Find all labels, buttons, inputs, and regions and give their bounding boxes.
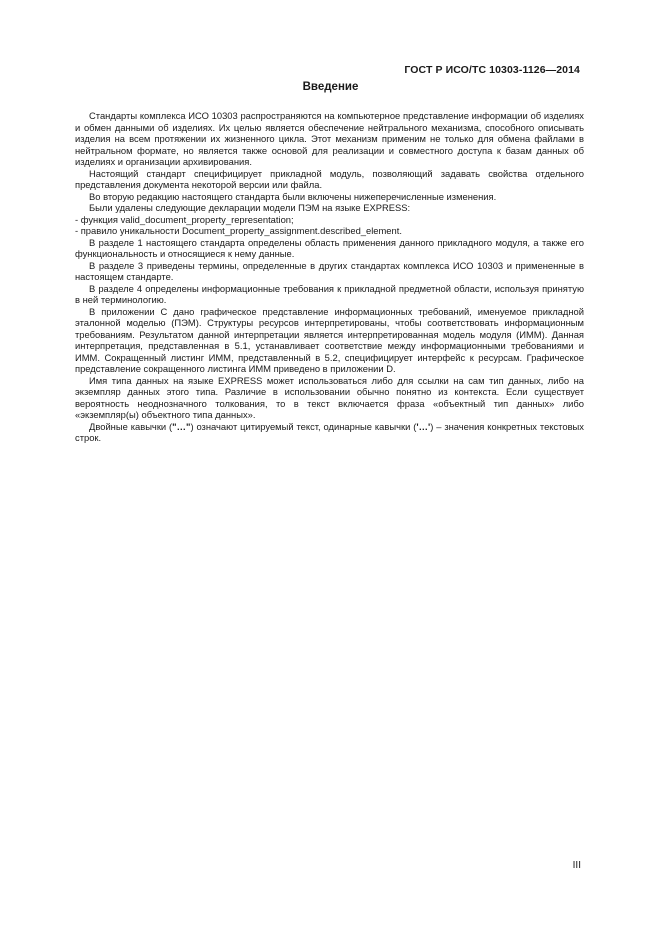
list-item-removed-rule: - правило уникальности Document_property_assignment.described_element. xyxy=(75,225,402,236)
page-number: III xyxy=(572,860,581,871)
paragraph-express-names: Имя типа данных на языке EXPRESS может использоваться либо для ссылки на сам тип данных, либо на экземпляр данных этого типа. Различие в использовании обычно понятно из контекста. Если существует вероятность неоднозначного толкования, то в текст включается фраза «объектный тип данных» либо «экземпляр(ы) объектного типа данных». xyxy=(75,374,584,420)
quotes-suffix: ) – значения конкретных текстовых строк. xyxy=(75,420,584,443)
paragraph-section-1: В разделе 1 настоящего стандарта определены область применения данного прикладного модуля, а также его функциональность и относящиеся к нему данные. xyxy=(75,236,584,259)
paragraph-second-edition: Во вторую редакцию настоящего стандарта были включены нижеперечисленные изменения. xyxy=(89,190,497,202)
paragraph-section-4: В разделе 4 определены информационные требования к прикладной предметной области, используя принятую в ней терминологию. xyxy=(75,282,584,305)
single-quotes-sample: '…' xyxy=(416,420,431,432)
paragraph-module: Настоящий стандарт специфицирует прикладной модуль, позволяющий задавать свойства отдельного представления документа некоторой версии или файла. xyxy=(75,167,584,190)
quotes-prefix: Двойные кавычки ( xyxy=(89,420,173,432)
paragraph-section-3: В разделе 3 приведены термины, определенные в других стандартах комплекса ИСО 10303 и примененные в настоящем стандарте. xyxy=(75,259,584,282)
body-text xyxy=(75,110,584,444)
paragraph-removed-declarations: Были удалены следующие декларации модели ПЭМ на языке EXPRESS: xyxy=(89,202,411,213)
paragraph-scope: Стандарты комплекса ИСО 10303 распространяются на компьютерное представление информации об изделиях и обмен данными об изделиях. Их целью является обеспечение нейтрального механизма, способного описывать изделия на всем протяжении их жизненного цикла. Этот механизм применим не только для обмена файлами в нейтральном формате, но является также основой для реализации и совместного доступа к базам данных об изделиях и организации архивирования. xyxy=(75,110,584,167)
list-item-removed-function: - функция valid_document_property_representation; xyxy=(75,213,294,225)
document-standard-code: ГОСТ Р ИСО/ТС 10303-1126—2014 xyxy=(404,64,580,76)
page-title: Введение xyxy=(302,81,359,93)
paragraph-quotes xyxy=(75,421,584,444)
paragraph-annex-c: В приложении С дано графическое представление информационных требований, именуемое прикладной эталонной моделью (ПЭМ). Структуры ресурсов интерпретированы, чтобы соответствовать информационным требованиям. Результатом данной интерпретации является интерпретированная модель модуля (ИММ). Данная интерпретация, представленная в 5.1, устанавливает соответствие между информационными требованиями и ИММ. Сокращенный листинг ИММ, представленный в 5.2, специфицирует интерфейс к ресурсам. Графическое представление сокращенного листинга ИММ приведено в приложении D. xyxy=(75,305,584,374)
double-quotes-sample: "…" xyxy=(172,420,191,432)
quotes-middle: ) означают цитируемый текст, одинарные кавычки ( xyxy=(190,420,417,432)
